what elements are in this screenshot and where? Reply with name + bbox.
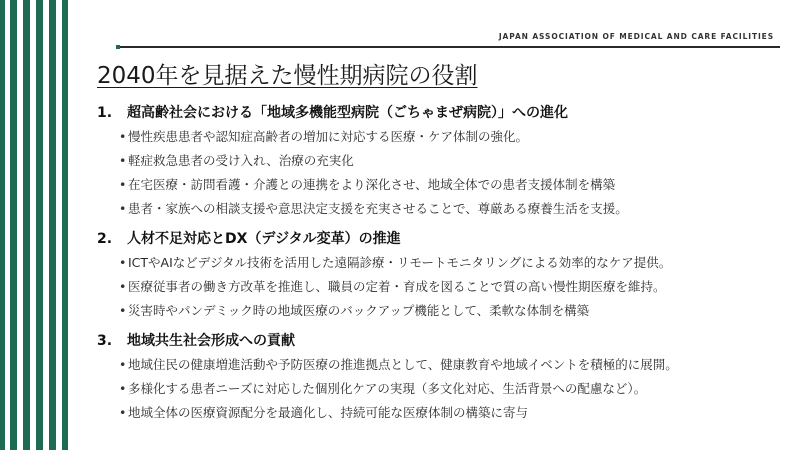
section-title: 超高齢社会における「地域多機能型病院（ごちゃまぜ病院）」への進化 <box>127 105 568 121</box>
stripe <box>49 0 56 450</box>
bullet-item: • 軽症救急患者の受け入れ、治療の充実化 <box>97 152 780 176</box>
section-title: 人材不足対応とDX（デジタル変革）の推進 <box>127 231 401 247</box>
bullet-list <box>97 128 780 224</box>
stripe <box>0 0 5 450</box>
stripe <box>23 0 30 450</box>
decorative-stripes <box>0 0 78 450</box>
bullet-item: • 災害時やパンデミック時の地域医療のバックアップ機能として、柔軟な体制を構築 <box>97 302 780 326</box>
bullet-item: • 慢性疾患患者や認知症高齢者の増加に対応する医療・ケア体制の強化。 <box>97 128 780 152</box>
organization-name: JAPAN ASSOCIATION OF MEDICAL AND CARE FACILITIES <box>498 32 774 41</box>
bullet-list <box>97 356 780 428</box>
bullet-list <box>97 254 780 326</box>
section-2 <box>97 228 780 326</box>
bullet-item: • ICTやAIなどデジタル技術を活用した遠隔診療・リモートモニタリングによる効率的なケア提供。 <box>97 254 780 278</box>
bullet-item: • 在宅医療・訪問看護・介護との連携をより深化させ、地域全体での患者支援体制を構築 <box>97 176 780 200</box>
bullet-item: • 患者・家族への相談支援や意思決定支援を充実させることで、尊厳ある療養生活を支援。 <box>97 200 780 224</box>
slide-title: 2040年を見据えた慢性期病院の役割 <box>97 63 478 89</box>
section-number: 2. <box>97 231 113 247</box>
section-number: 3. <box>97 333 113 349</box>
stripe <box>62 0 68 450</box>
section-heading <box>97 102 780 122</box>
stripe <box>36 0 43 450</box>
bullet-item: • 地域住民の健康増進活動や予防医療の推進拠点として、健康教育や地域イベントを積極的に展開。 <box>97 356 780 380</box>
header-rule <box>118 46 780 48</box>
content-sections <box>97 102 780 432</box>
section-number: 1. <box>97 105 113 121</box>
section-heading <box>97 330 780 350</box>
bullet-item: • 医療従事者の働き方改革を推進し、職員の定着・育成を図ることで質の高い慢性期医療を維持。 <box>97 278 780 302</box>
section-heading <box>97 228 780 248</box>
stripe <box>10 0 17 450</box>
section-1 <box>97 102 780 224</box>
bullet-item: • 多様化する患者ニーズに対応した個別化ケアの実現（多文化対応、生活背景への配慮など）。 <box>97 380 780 404</box>
section-3 <box>97 330 780 428</box>
bullet-item: • 地域全体の医療資源配分を最適化し、持続可能な医療体制の構築に寄与 <box>97 404 780 428</box>
section-title: 地域共生社会形成への貢献 <box>127 333 295 349</box>
